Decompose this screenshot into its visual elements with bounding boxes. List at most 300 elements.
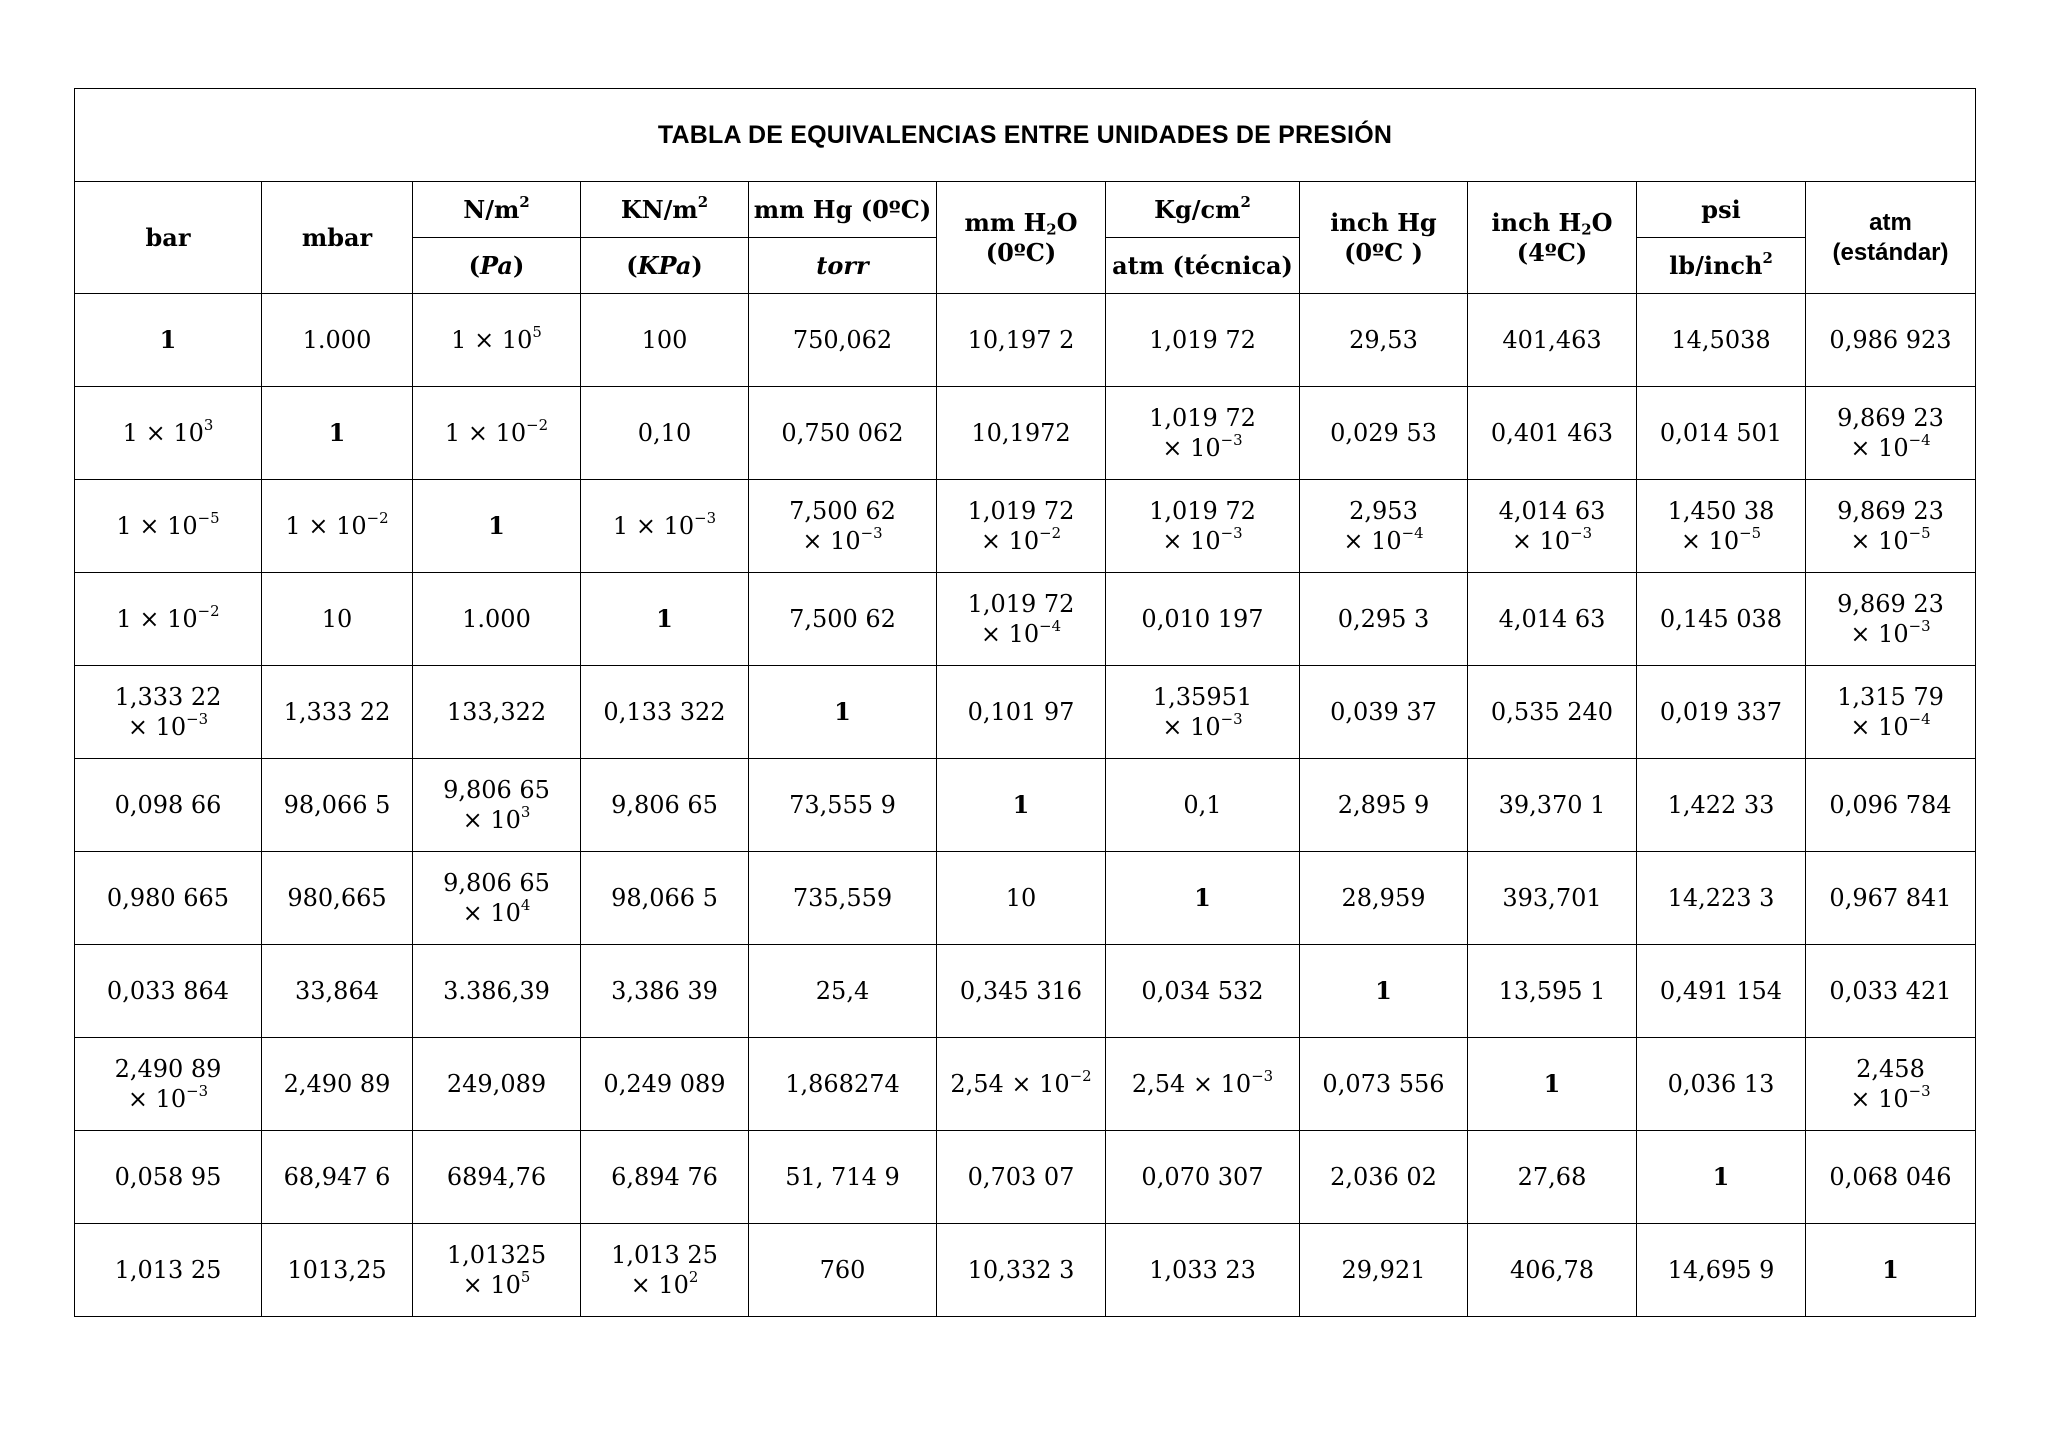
cell-value: 0,101 97 [967,698,1075,726]
cell-value: 406,78 [1510,1256,1594,1284]
times-ten: × 10 [1850,527,1909,555]
cell-value: 1,019 72 [1149,326,1256,354]
table-cell [1106,1224,1300,1317]
cell-mantissa: 1,35951 [1152,683,1253,711]
table-cell [749,294,937,387]
table-cell [1106,294,1300,387]
header-atm-tecnica: atm (técnica) [1106,238,1300,294]
cell-value: 7,500 62 [789,605,896,633]
cell-mantissa: 1,019 72 [967,590,1075,618]
table-cell [1637,294,1806,387]
table-cell [1300,759,1468,852]
cell-value: 735,559 [792,884,893,912]
times-ten: × 10 [462,806,521,834]
cell-value: 25,4 [815,977,870,1005]
table-cell [937,1224,1106,1317]
cell-value: 1.000 [462,605,531,633]
table-cell [413,759,581,852]
times-ten: × 10 [635,512,695,540]
times-ten: × 10 [1162,434,1221,462]
table-row [75,759,1976,852]
cell-value: 29,921 [1341,1256,1426,1284]
table-cell [75,1131,262,1224]
table-cell [1300,1131,1468,1224]
table-row [75,666,1976,759]
cell-mantissa: 1 [612,512,629,540]
table-cell [413,1224,581,1317]
cell-value: 10 [321,605,353,633]
cell-value: 0,068 046 [1829,1163,1952,1191]
table-cell [1468,387,1637,480]
cell-mantissa: 2,54 [950,1070,1004,1098]
cell-value: 1 [328,418,346,447]
table-row [75,294,1976,387]
table-cell [1106,1038,1300,1131]
cell-value: 27,68 [1517,1163,1587,1191]
cell-value: 1 [159,325,177,354]
table-cell [581,1131,749,1224]
cell-value: 0,249 089 [603,1070,726,1098]
header-torr: torr [749,238,937,294]
cell-exponent: −3 [1570,523,1593,542]
table-row [75,1038,1976,1131]
cell-exponent: 3 [520,802,531,821]
cell-exponent: −2 [1039,523,1062,542]
times-ten: × 10 [1192,1070,1252,1098]
cell-exponent: −3 [860,523,883,542]
cell-value: 0,1 [1183,791,1222,819]
table-cell [413,666,581,759]
table-cell [413,480,581,573]
cell-exponent: −4 [1908,430,1931,449]
table-row [75,573,1976,666]
table-cell [75,759,262,852]
table-cell [262,759,413,852]
cell-mantissa: 1,315 79 [1837,683,1944,711]
cell-exponent: −3 [1220,523,1243,542]
table-cell [413,1038,581,1131]
header-pascal: (Pa) [413,238,581,294]
cell-exponent: −5 [1908,523,1931,542]
cell-value: 1,333 22 [283,698,391,726]
table-cell [749,1038,937,1131]
table-cell [1468,759,1637,852]
table-cell [1806,945,1976,1038]
times-ten: × 10 [308,512,367,540]
table-cell [749,1131,937,1224]
times-ten: × 10 [1011,1070,1070,1098]
table-cell [937,573,1106,666]
table-cell [75,387,262,480]
cell-value: 1 [1194,883,1211,912]
table-cell [1806,1224,1976,1317]
cell-value: 0,980 665 [106,884,230,912]
cell-mantissa: 1 [122,419,138,447]
table-cell [1468,1224,1637,1317]
cell-exponent: −4 [1908,709,1931,728]
cell-value: 10,332 3 [967,1256,1075,1284]
cell-mantissa: 7,500 62 [789,497,896,525]
cell-mantissa: 1,013 25 [611,1241,718,1269]
cell-exponent: −3 [1908,616,1931,635]
cell-value: 0,145 038 [1659,605,1783,633]
times-ten: × 10 [474,326,533,354]
cell-mantissa: 2,953 [1349,497,1418,525]
table-cell [1106,759,1300,852]
table-cell [1106,852,1300,945]
cell-mantissa: 1 [116,605,132,633]
table-cell [1637,852,1806,945]
table-cell [749,1224,937,1317]
table-cell [413,852,581,945]
cell-value: 14,5038 [1671,326,1771,354]
table-cell [1468,852,1637,945]
table-cell [75,1224,262,1317]
table-cell [937,1038,1106,1131]
cell-value: 0,096 784 [1829,791,1952,819]
table-cell [1300,852,1468,945]
table-cell [749,852,937,945]
header-mbar: mbar [262,182,413,294]
table-cell [937,294,1106,387]
cell-value: 0,073 556 [1322,1070,1445,1098]
table-cell [1106,573,1300,666]
times-ten: × 10 [980,620,1040,648]
cell-exponent: 2 [688,1267,699,1286]
table-cell [1106,666,1300,759]
cell-exponent: −5 [1739,523,1762,542]
header-atm: atm (estándar) [1806,182,1976,294]
cell-value: 1 [656,604,673,633]
cell-exponent: −3 [1251,1066,1274,1085]
header-mm-hg: mm Hg (0ºC) [749,182,937,238]
cell-exponent: −4 [1401,523,1424,542]
table-row [75,852,1976,945]
table-cell [749,387,937,480]
table-cell [262,573,413,666]
cell-mantissa: 1,450 38 [1667,497,1775,525]
table-row [75,1131,1976,1224]
table-cell [75,852,262,945]
table-row [75,945,1976,1038]
cell-value: 100 [641,326,688,354]
cell-exponent: −2 [1069,1066,1092,1085]
cell-value: 0,986 923 [1829,326,1952,354]
cell-value: 1,033 23 [1149,1256,1256,1284]
table-cell [75,480,262,573]
table-cell [1106,1131,1300,1224]
times-ten: × 10 [1162,713,1221,741]
table-cell [1637,759,1806,852]
table-cell [262,666,413,759]
table-cell [581,852,749,945]
table-cell [749,945,937,1038]
cell-value: 0,133 322 [603,698,726,726]
header-lb-inch2: lb/inch$^2$ [1637,238,1806,294]
cell-value: 1.000 [302,326,372,354]
times-ten: × 10 [127,1085,187,1113]
pressure-equivalence-table [74,88,1976,1317]
cell-value: 29,53 [1349,326,1418,354]
cell-value: 10,1972 [971,419,1071,447]
table-row [75,480,1976,573]
cell-exponent: −2 [197,601,220,620]
header-inch-h2o: inch $H_2O$ (4ºC) [1468,182,1637,294]
cell-value: 2,490 89 [283,1070,391,1098]
times-ten: × 10 [1850,434,1909,462]
times-ten: × 10 [1850,620,1909,648]
table-cell [1806,480,1976,573]
cell-value: 13,595 1 [1498,977,1606,1005]
cell-value: 0,967 841 [1829,884,1952,912]
cell-value: 28,959 [1341,884,1426,912]
cell-mantissa: 2,490 89 [114,1055,222,1083]
table-cell [262,1038,413,1131]
table-cell [1637,1131,1806,1224]
table-cell [262,1131,413,1224]
table-cell [581,1038,749,1131]
cell-exponent: −3 [186,709,209,728]
table-cell [1637,387,1806,480]
table-cell [75,294,262,387]
header-bar: bar [75,182,262,294]
table-row [75,387,1976,480]
cell-value: 0,033 421 [1829,977,1952,1005]
times-ten: × 10 [1511,527,1571,555]
table-cell [1468,666,1637,759]
header-kilonewton-m2: $KN/m^2$ [581,182,749,238]
cell-exponent: −2 [366,508,389,527]
table-cell [75,1038,262,1131]
header-kg-cm2: $Kg/cm^2$ [1106,182,1300,238]
times-ten: × 10 [145,419,204,447]
cell-value: 51, 714 9 [785,1163,900,1191]
cell-value: 3,386 39 [611,977,718,1005]
cell-exponent: 3 [203,415,214,434]
table-cell [937,759,1106,852]
cell-exponent: −3 [1220,709,1243,728]
cell-mantissa: 1,01325 [446,1241,547,1269]
table-cell [262,852,413,945]
table-cell [1300,294,1468,387]
times-ten: × 10 [462,899,521,927]
cell-value: 0,098 66 [114,791,222,819]
cell-value: 133,322 [446,698,547,726]
table-title: TABLA DE EQUIVALENCIAS ENTRE UNIDADES DE PRESIÓN [75,89,1976,182]
table-cell [413,387,581,480]
cell-value: 1 [834,697,851,726]
table-cell [581,1224,749,1317]
cell-value: 0,058 95 [114,1163,222,1191]
cell-mantissa: 1 [451,326,467,354]
table-cell [1300,1038,1468,1131]
cell-value: 750,062 [792,326,893,354]
cell-value: 0,019 337 [1659,698,1783,726]
cell-exponent: −2 [526,415,549,434]
table-cell [1637,945,1806,1038]
cell-value: 0,010 197 [1141,605,1264,633]
cell-value: 0,029 53 [1330,419,1437,447]
table-cell [1637,480,1806,573]
times-ten: × 10 [462,1271,521,1299]
cell-value: 1 [488,511,505,540]
cell-value: 6,894 76 [611,1163,718,1191]
cell-value: 0,036 13 [1667,1070,1775,1098]
cell-mantissa: 2,458 [1856,1055,1925,1083]
cell-value: 2,036 02 [1330,1163,1437,1191]
table-cell [581,573,749,666]
cell-exponent: −3 [186,1081,209,1100]
cell-mantissa: 4,014 63 [1498,497,1606,525]
cell-value: 98,066 5 [283,791,391,819]
table-cell [1106,480,1300,573]
cell-value: 393,701 [1502,884,1602,912]
table-cell [262,387,413,480]
table-cell [1806,852,1976,945]
table-cell [581,945,749,1038]
header-kilopascal: (KPa) [581,238,749,294]
cell-value: 0,033 864 [106,977,230,1005]
table-cell [75,945,262,1038]
cell-value: 2,895 9 [1337,791,1430,819]
header-mm-h2o: mm $H_2O$ (0ºC) [937,182,1106,294]
cell-mantissa: 9,869 23 [1837,404,1944,432]
header-inch-hg: inch Hg (0ºC ) [1300,182,1468,294]
cell-value: 0,750 062 [781,419,904,447]
cell-value: 3.386,39 [443,977,550,1005]
cell-value: 1 [1375,976,1392,1005]
table-cell [581,480,749,573]
cell-value: 401,463 [1502,326,1602,354]
table-cell [1637,1038,1806,1131]
cell-exponent: −3 [1908,1081,1931,1100]
cell-exponent: 5 [532,322,542,341]
table-cell [1300,1224,1468,1317]
cell-mantissa: 1,019 72 [1149,497,1256,525]
header-psi: psi [1637,182,1806,238]
times-ten: × 10 [1162,527,1221,555]
table-cell [1468,1131,1637,1224]
table-cell [1468,480,1637,573]
times-ten: × 10 [139,605,198,633]
cell-mantissa: 2,54 [1131,1070,1186,1098]
cell-exponent: 5 [520,1267,531,1286]
cell-exponent: −3 [1220,430,1243,449]
table-cell [937,387,1106,480]
cell-value: 39,370 1 [1498,791,1606,819]
cell-value: 0,10 [637,419,692,447]
table-cell [1806,294,1976,387]
cell-value: 10 [1005,884,1037,912]
times-ten: × 10 [127,713,187,741]
table-cell [1468,1038,1637,1131]
table-cell [1637,573,1806,666]
table-cell [413,1131,581,1224]
cell-value: 14,695 9 [1667,1256,1775,1284]
cell-mantissa: 9,869 23 [1837,497,1944,525]
cell-mantissa: 1,019 72 [967,497,1075,525]
cell-value: 4,014 63 [1498,605,1606,633]
cell-mantissa: 1 [116,512,132,540]
cell-mantissa: 1 [285,512,301,540]
table-cell [937,1131,1106,1224]
cell-value: 0,535 240 [1490,698,1614,726]
cell-value: 0,345 316 [959,977,1083,1005]
times-ten: × 10 [980,527,1040,555]
table-cell [1806,759,1976,852]
cell-mantissa: 9,806 65 [443,869,550,897]
table-cell [413,945,581,1038]
table-cell [1468,945,1637,1038]
cell-value: 0,039 37 [1330,698,1437,726]
table-cell [1637,666,1806,759]
table-cell [262,294,413,387]
cell-mantissa: 1,333 22 [114,683,222,711]
cell-value: 10,197 2 [967,326,1075,354]
cell-mantissa: 9,869 23 [1837,590,1944,618]
cell-value: 0,401 463 [1490,419,1614,447]
table-cell [937,666,1106,759]
table-cell [749,480,937,573]
table-cell [581,387,749,480]
table-cell [1106,945,1300,1038]
times-ten: × 10 [802,527,861,555]
cell-value: 1 [1712,1162,1730,1191]
cell-value: 0,014 501 [1659,419,1783,447]
cell-mantissa: 1 [444,419,461,447]
times-ten: × 10 [630,1271,689,1299]
cell-value: 0,034 532 [1141,977,1264,1005]
table-cell [749,666,937,759]
cell-value: 0,295 3 [1337,605,1430,633]
table-cell [581,666,749,759]
table-cell [1300,480,1468,573]
cell-value: 9,806 65 [611,791,718,819]
cell-value: 1 [1012,790,1030,819]
cell-value: 1,422 33 [1667,791,1775,819]
table-cell [1300,573,1468,666]
table-cell [1300,945,1468,1038]
cell-value: 760 [819,1256,866,1284]
cell-value: 68,947 6 [283,1163,391,1191]
cell-value: 6894,76 [446,1163,547,1191]
times-ten: × 10 [1680,527,1740,555]
cell-value: 14,223 3 [1667,884,1775,912]
table-cell [413,573,581,666]
cell-value: 1 [1543,1069,1561,1098]
table-cell [75,573,262,666]
cell-value: 1013,25 [287,1256,387,1284]
table-cell [581,294,749,387]
table-cell [937,852,1106,945]
cell-value: 249,089 [446,1070,547,1098]
table-cell [262,945,413,1038]
cell-value: 0,491 154 [1659,977,1783,1005]
table-cell [262,1224,413,1317]
header-newton-m2: $N/m^2$ [413,182,581,238]
cell-value: 1,013 25 [114,1256,222,1284]
cell-exponent: −4 [1039,616,1062,635]
cell-value: 0,070 307 [1141,1163,1264,1191]
table-cell [749,573,937,666]
table-cell [581,759,749,852]
table-cell [75,666,262,759]
times-ten: × 10 [139,512,198,540]
table-row [75,1224,1976,1317]
cell-value: 980,665 [287,884,387,912]
cell-exponent: −3 [694,508,717,527]
cell-exponent: −5 [197,508,220,527]
